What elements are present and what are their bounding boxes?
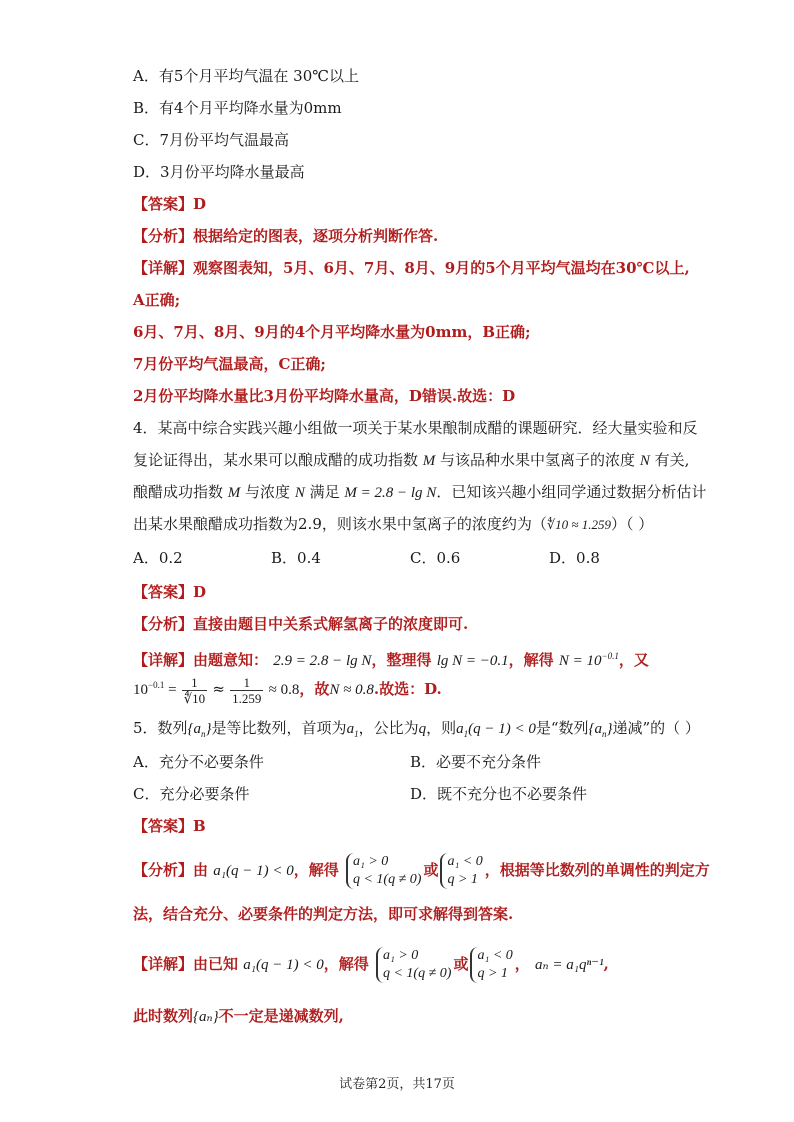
q5-detail-2: 此时数列{aₙ}不一定是递减数列, [133,1007,344,1025]
q4-answer: 【答案】D [133,583,207,601]
q4-option-d: D．0.8 [549,549,600,567]
q4-option-a: A．0.2 [133,549,183,567]
q5-analysis-2: 法，结合充分、必要条件的判定方法，即可求解得到答案. [133,905,514,923]
q4-option-c: C．0.6 [410,549,461,567]
page-footer: 试卷第2页，共17页 [339,1077,455,1092]
q3-option-a: A．有5个月平均气温在 30℃以上 [133,67,360,85]
q3-detail-3: 6月、7月、8月、9月的4个月平均降水量为0mm，B正确; [133,323,531,341]
q3-option-b: B．有4个月平均降水量为0mm [133,99,342,117]
q5-option-d: D．既不充分也不必要条件 [410,785,588,803]
q3-option-d: D．3月份平均降水量最高 [133,163,305,181]
q5-stem: 5．数列$\{a_n\}$是等比数列，首项为$a_1$，公比为q，则$a_1(q - 1) < 0$是“数列$\{a_n\}$递减”的（ ） [133,719,700,739]
q5-detail-1: 【详解】由已知 a₁(q − 1) < 0，解得 a₁ > 0 q < 1(q ≠ 0) 或 a₁ < 0 q > 1 ， aₙ = a₁qⁿ⁻¹, [133,948,609,981]
q4-stem-3: 酿醋成功指数 M 与浓度 N 满足 M = 2.8 − lg N．已知该兴趣小组同学通过数据分析估计 [133,483,707,501]
q3-detail-5: 2月份平均降水量比3月份平均降水量高，D错误.故选：D [133,387,516,405]
q3-detail-1: 【详解】观察图表知，5月、6月、7月、8月、9月的5个月平均气温均在30℃以上, [133,259,690,277]
q3-analysis: 【分析】根据给定的图表，逐项分析判断作答. [133,227,439,245]
q5-option-b: B．必要不充分条件 [410,753,542,771]
q4-detail-2: $10^{-0.1}$ = $\frac{1}{∜10}$ ≈ $\frac{1}{1.259}$ ≈ 0.8，故N ≈ 0.8.故选：D. [133,674,442,706]
q5-option-a: A．充分不必要条件 [133,753,264,771]
q4-stem-1: 4．某高中综合实践兴趣小组做一项关于某水果酿制成醋的课题研究．经大量实验和反 [133,419,698,437]
q3-detail-4: 7月份平均气温最高，C正确; [133,355,326,373]
q4-analysis: 【分析】直接由题目中关系式解氢离子的浓度即可. [133,615,469,633]
q5-answer: 【答案】B [133,817,206,835]
q3-option-c: C．7月份平均气温最高 [133,131,290,149]
q5-option-c: C．充分必要条件 [133,785,250,803]
q4-stem-2: 复论证得出，某水果可以酿成醋的成功指数 M 与该品种水果中氢离子的浓度 N 有关, [133,451,690,469]
q3-detail-2: A正确; [133,291,181,309]
q4-detail-1: 【详解】由题意知： 2.9 = 2.8 − lg N，整理得 lg N = −0.1，解得 $N = 10^{-0.1}$，又 [133,651,649,669]
q5-analysis-1: 【分析】由 a₁(q − 1) < 0，解得 a₁ > 0 q < 1(q ≠ 0) 或 a₁ < 0 q > 1 ，根据等比数列的单调性的判定方 [133,854,710,887]
q4-stem-4: 出某水果酿醋成功指数为2.9，则该水果中氢离子的浓度约为（∜10 ≈ 1.259）（ ） [133,515,654,533]
q4-formula: M = 2.8 − lg N [344,485,437,501]
q4-option-b: B．0.4 [271,549,321,567]
q3-answer: 【答案】D [133,195,207,213]
